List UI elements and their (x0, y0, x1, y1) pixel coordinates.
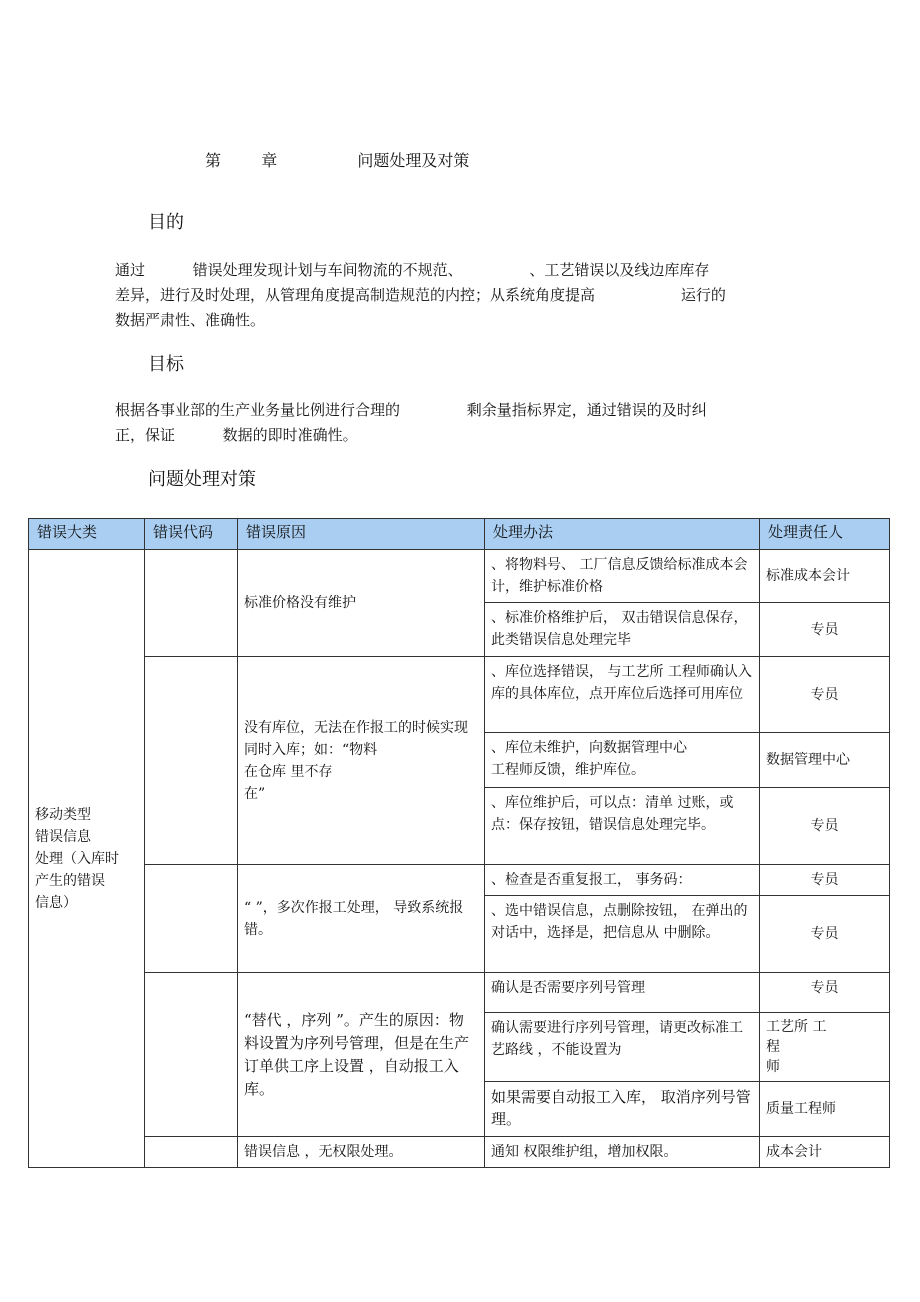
method-cell: 确认是否需要序列号管理 (485, 973, 760, 1013)
chapter-title: 问题处理及对策 (357, 151, 470, 170)
owner-cell: 成本会计 (760, 1137, 890, 1168)
owner-cell: 专员 (760, 896, 890, 973)
owner-cell: 质量工程师 (760, 1082, 890, 1137)
purpose-line: 差异，进行及时处理，从管理角度提高制造规范的内控；从系统角度提高 运行的 (115, 286, 726, 304)
reason-cell: 错误信息 ，无权限处理。 (238, 1137, 485, 1168)
category-cell: 移动类型 错误信息 处理（入库时 产生的错误 信息） (29, 550, 145, 1168)
reason-cell: “替代 ，序列 ”。产生的原因：物料设置为序列号管理，但是在生产订单供工序上设置 ，自动报工入库。 (238, 973, 485, 1137)
chapter-suffix: 章 (261, 151, 278, 170)
purpose-paragraph (115, 258, 815, 333)
header-method: 处理办法 (485, 519, 760, 550)
header-category: 错误大类 (29, 519, 145, 550)
code-cell (145, 550, 238, 657)
header-owner: 处理责任人 (760, 519, 890, 550)
table-row (29, 657, 890, 733)
code-cell (145, 1137, 238, 1168)
purpose-heading: 目的 (148, 212, 184, 233)
method-cell: 如果需要自动报工入库， 取消序列号管理。 (485, 1082, 760, 1137)
table-row (29, 865, 890, 896)
owner-cell: 专员 (760, 657, 890, 733)
owner-cell: 专员 (760, 603, 890, 657)
code-cell (145, 657, 238, 865)
method-cell: 、标准价格维护后， 双击错误信息保存，此类错误信息处理完毕 (485, 603, 760, 657)
method-cell: 、库位选择错误， 与工艺所 工程师确认入库的具体库位，点开库位后选择可用库位 (485, 657, 760, 733)
method-cell: 、库位维护后，可以点：清单 过账，或点：保存按钮，错误信息处理完毕。 (485, 788, 760, 865)
table-header-row (29, 519, 890, 550)
method-cell: 通知 权限维护组，增加权限。 (485, 1137, 760, 1168)
method-cell: 、选中错误信息，点删除按钮， 在弹出的对话中，选择是，把信息从 中删除。 (485, 896, 760, 973)
reason-cell: 没有库位，无法在作报工的时候实现同时入库；如：“物料 在仓库 里不存 在” (238, 657, 485, 865)
owner-cell: 专员 (760, 788, 890, 865)
owner-cell: 专员 (760, 973, 890, 1013)
header-code: 错误代码 (145, 519, 238, 550)
method-cell: 、将物料号、 工厂信息反馈给标准成本会计，维护标准价格 (485, 550, 760, 603)
goal-paragraph (115, 398, 815, 448)
chapter-heading (205, 148, 469, 171)
owner-cell: 数据管理中心 (760, 733, 890, 788)
goal-heading: 目标 (148, 354, 184, 375)
reason-cell: “ ”，多次作报工处理， 导致系统报错。 (238, 865, 485, 973)
table-row (29, 1137, 890, 1168)
header-reason: 错误原因 (238, 519, 485, 550)
method-cell: 、库位未维护，向数据管理中心 工程师反馈，维护库位。 (485, 733, 760, 788)
owner-cell: 专员 (760, 865, 890, 896)
goal-line: 根据各事业部的生产业务量比例进行合理的 剩余量指标界定，通过错误的及时纠 (115, 401, 707, 419)
measures-heading: 问题处理对策 (148, 469, 256, 490)
owner-cell: 标准成本会计 (760, 550, 890, 603)
reason-cell: 标准价格没有维护 (238, 550, 485, 657)
method-cell: 确认需要进行序列号管理，请更改标准工艺路线 ，不能设置为 (485, 1013, 760, 1082)
code-cell (145, 973, 238, 1137)
table-row (29, 973, 890, 1013)
code-cell (145, 865, 238, 973)
goal-line: 正，保证 数据的即时准确性。 (115, 426, 358, 444)
purpose-line: 数据严肃性、准确性。 (115, 311, 266, 329)
method-cell: 、检查是否重复报工， 事务码： (485, 865, 760, 896)
error-handling-table (28, 518, 890, 1168)
table-row (29, 550, 890, 603)
purpose-line: 通过 错误处理发现计划与车间物流的不规范、 、工艺错误以及线边库库存 (115, 261, 710, 279)
chapter-prefix: 第 (205, 151, 222, 170)
owner-cell: 工艺所 工 程 师 (760, 1013, 890, 1082)
